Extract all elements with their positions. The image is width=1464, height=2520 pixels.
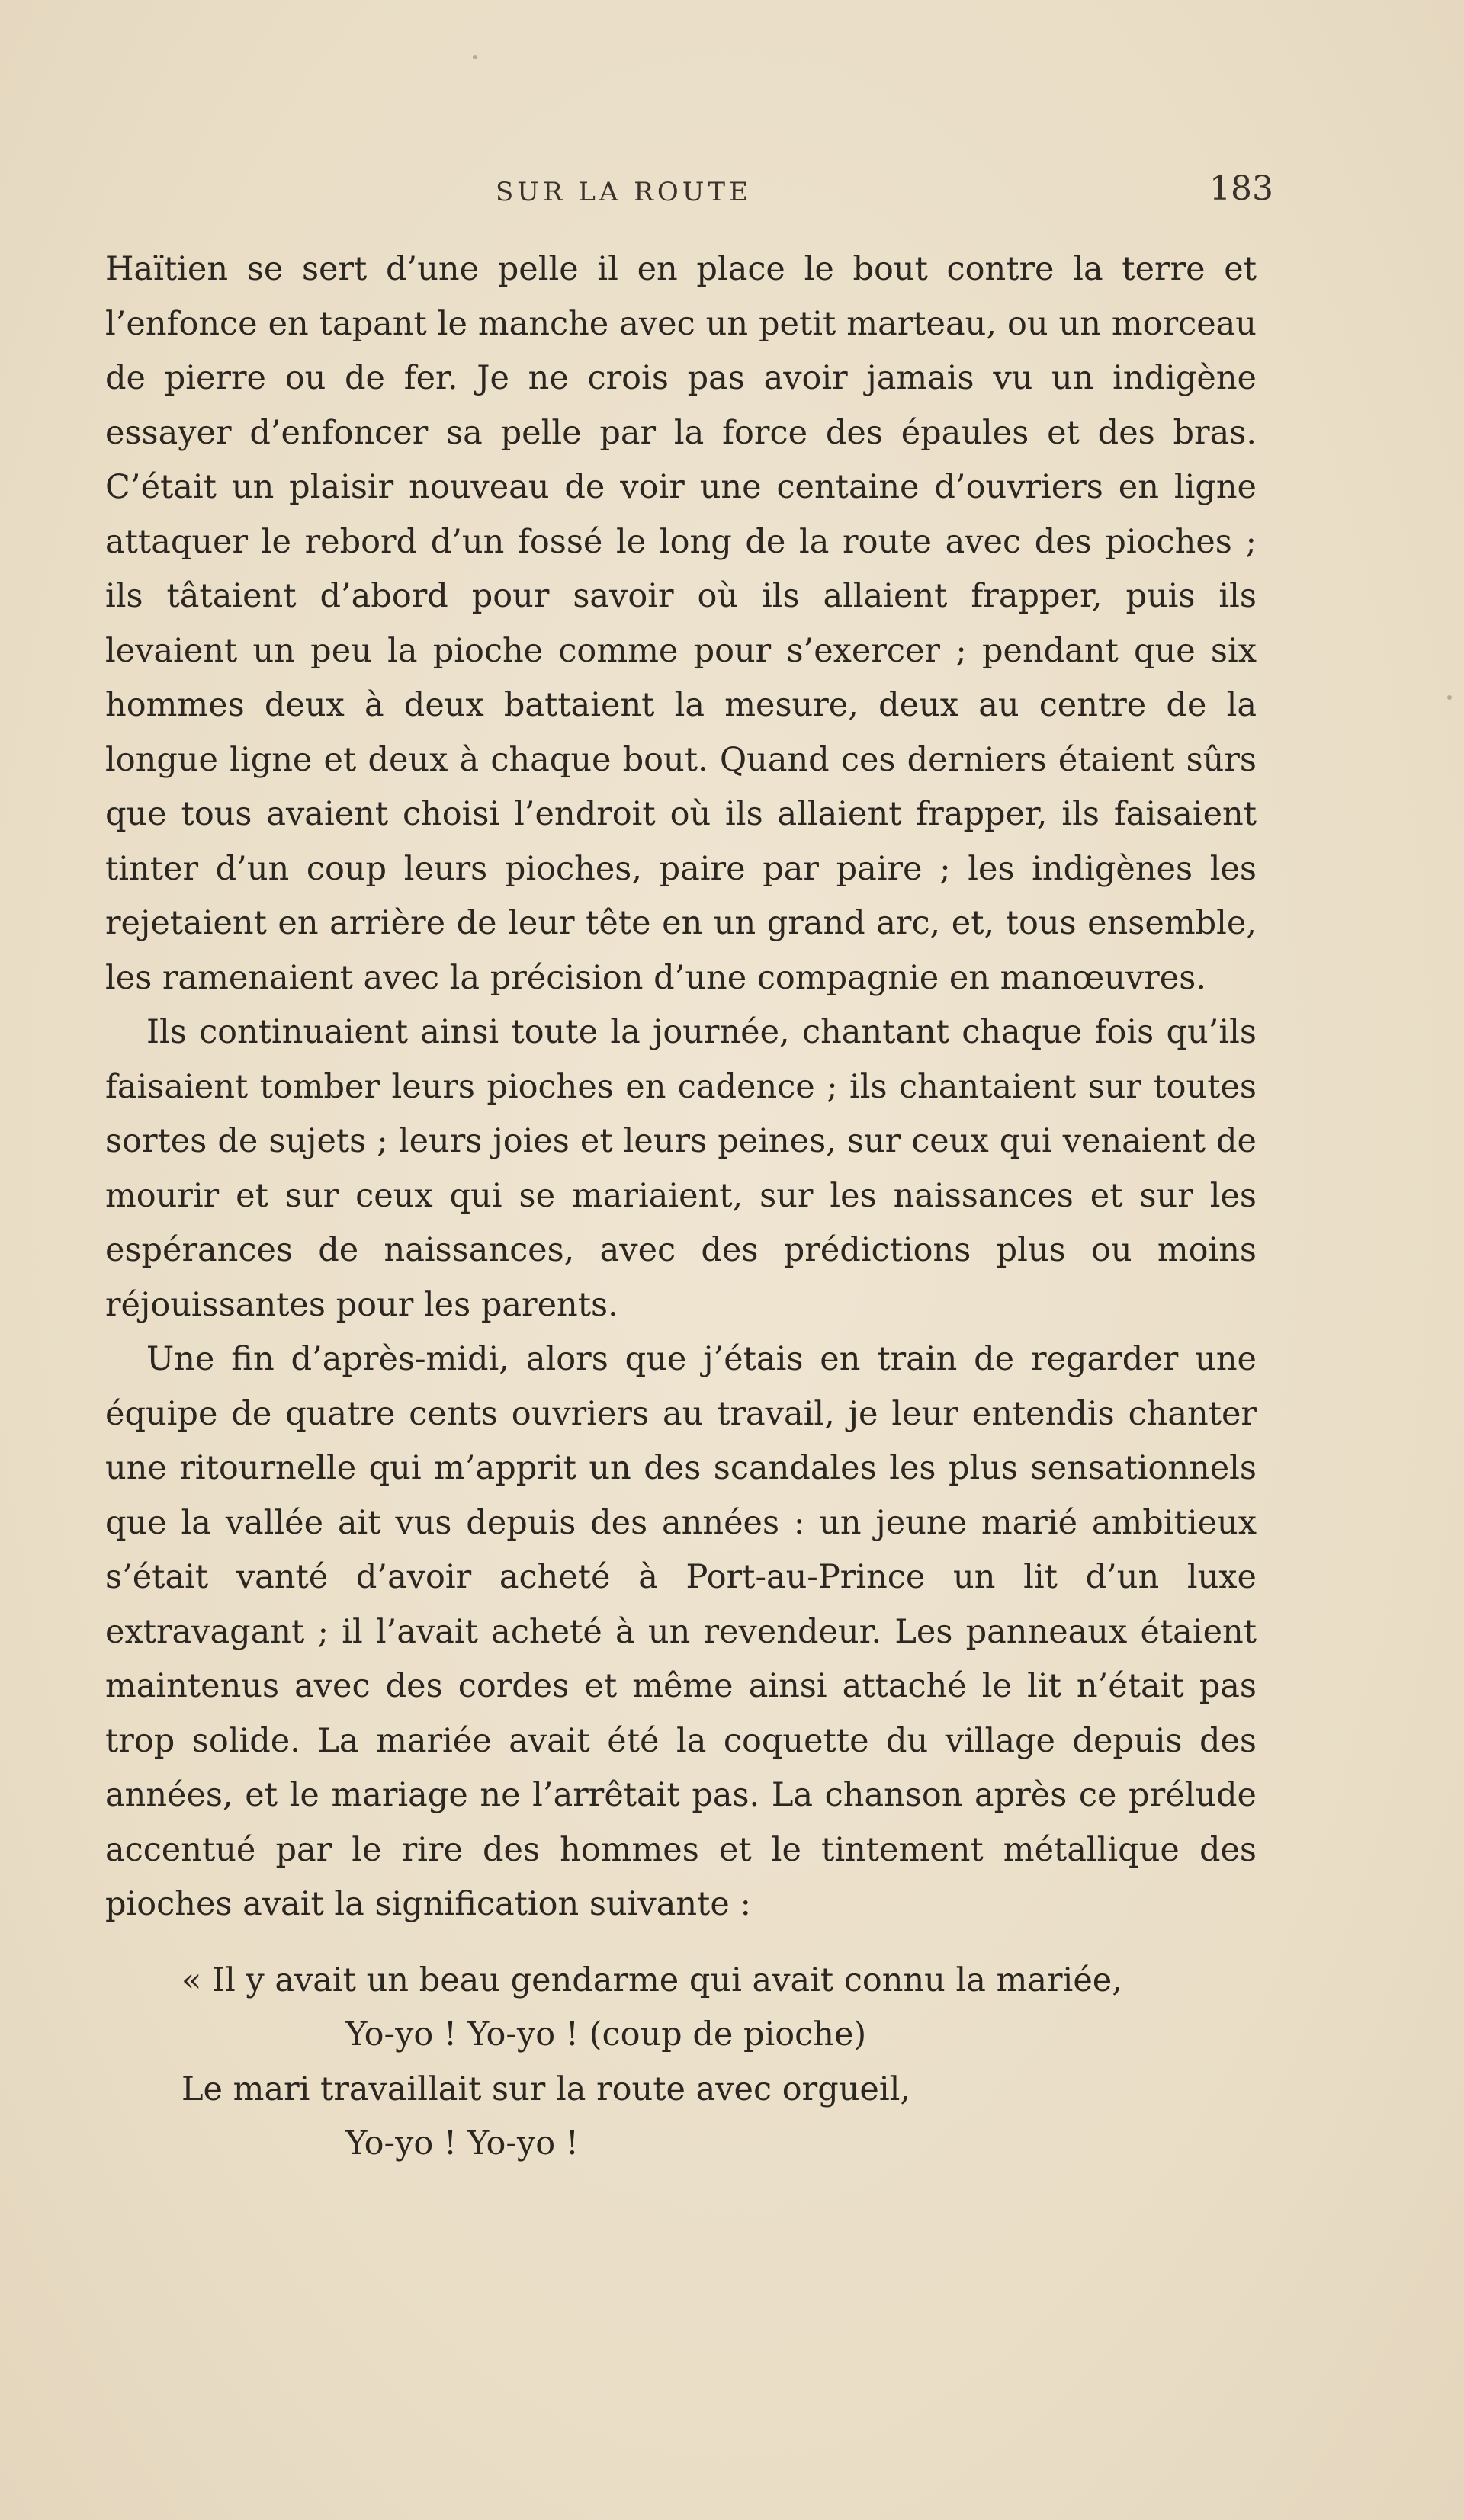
paragraph: Ils continuaient ainsi toute la journée, chantant chaque fois qu’ils faisaient tomber leurs pioches en cadence ; ils chantaient sur toutes sortes de sujets ; leurs joies et leurs peines, sur ceux qui venaient de mourir et sur ceux qui se mariaient, sur les naissances et sur les espérances de naissances, avec des prédictions plus ou moins réjouissantes pour les parents. <box>105 1013 1257 1324</box>
verse-line: « Il y avait un beau gendarme qui avait connu la mariée, <box>181 1961 1122 1999</box>
verse-line: Yo-yo ! Yo-yo ! (coup de pioche) <box>345 2015 867 2054</box>
page-number: 183 <box>1209 169 1273 208</box>
paragraph: Une fin d’après-midi, alors que j’étais en train de regarder une équipe de quatre cents ouvriers au travail, je leur entendis chanter une ritournelle qui m’apprit un des scandales les plus sensationnels que la vallée ait vus depuis des années : un jeune marié ambitieux s’était vanté d’avoir acheté à Port-au-Prince un lit d’un luxe extravagant ; il l’avait acheté à un revendeur. Les panneaux étaient maintenus avec des cordes et même ainsi attaché le lit n’était pas trop solide. La mariée avait été la coquette du village depuis des années, et le mariage ne l’arrêtait pas. La chanson après ce prélude accentué par le rire des hommes et le tintement métallique des pioches avait la signification suivante : <box>105 1340 1257 1923</box>
paper-speck <box>473 55 477 59</box>
running-head: SUR LA ROUTE <box>496 177 752 207</box>
verse-line: Yo-yo ! Yo-yo ! <box>345 2124 580 2163</box>
verse-line: Le mari travaillait sur la route avec orgueil, <box>181 2070 911 2108</box>
song-verse <box>105 1954 1257 2172</box>
body-text <box>105 242 1257 2172</box>
paragraph: Haïtien se sert d’une pelle il en place le bout contre la terre et l’enfonce en tapant le manche avec un petit marteau, ou un morceau de pierre ou de fer. Je ne crois pas avoir jamais vu un indigène essayer d’enfoncer sa pelle par la force des épaules et des bras. C’était un plaisir nouveau de voir une centaine d’ouvriers en ligne attaquer le rebord d’un fossé le long de la route avec des pioches ; ils tâtaient d’abord pour savoir où ils allaient frapper, puis ils levaient un peu la pioche comme pour s’exercer ; pendant que six hommes deux à deux battaient la mesure, deux au centre de la longue ligne et deux à chaque bout. Quand ces derniers étaient sûrs que tous avaient choisi l’endroit où ils allaient frapper, ils faisaient tinter d’un coup leurs pioches, paire par paire ; les indigènes les rejetaient en arrière de leur tête en un grand arc, et, tous ensemble, les ramenaient avec la précision d’une compagnie en manœuvres. <box>105 250 1257 997</box>
paper-speck <box>1447 695 1452 700</box>
